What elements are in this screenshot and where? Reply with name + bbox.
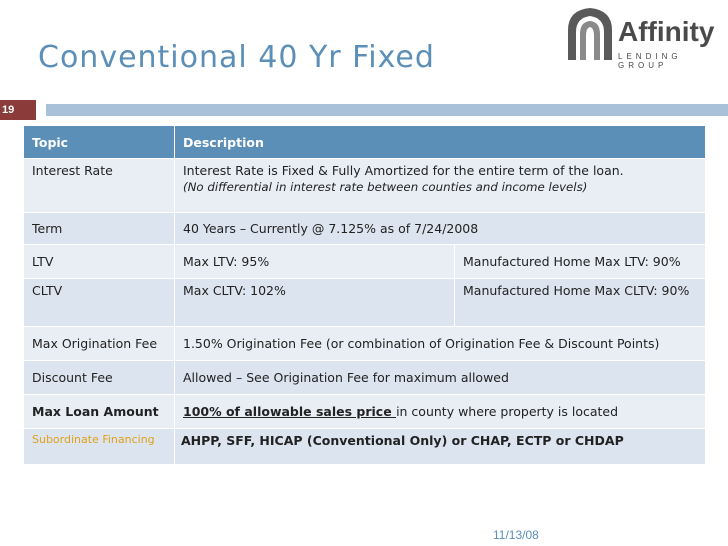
topic-cell: Interest Rate — [24, 159, 175, 213]
description-cell: 40 Years – Currently @ 7.125% as of 7/24/2008 — [175, 213, 706, 245]
table-row — [24, 361, 706, 395]
table-row — [24, 429, 706, 465]
description-note: (No differential in interest rate between counties and income levels) — [183, 180, 588, 194]
affinity-logo — [556, 0, 728, 76]
slide-title: Conventional 40 Yr Fixed — [38, 40, 435, 75]
extra-cell: Manufactured Home Max LTV: 90% — [455, 245, 706, 279]
topic-cell: Max Loan Amount — [24, 395, 175, 429]
table-row — [24, 245, 706, 279]
description-text: in county where property is located — [396, 404, 619, 419]
description-cell: Max LTV: 95% — [175, 245, 455, 279]
table-row — [24, 213, 706, 245]
header-description: Description — [175, 126, 706, 159]
affinity-arch-icon — [564, 4, 616, 64]
topic-cell: Discount Fee — [24, 361, 175, 395]
topic-cell: Subordinate Financing — [24, 429, 175, 465]
description-cell — [175, 395, 706, 429]
description-cell: AHPP, SFF, HICAP (Conventional Only) or CHAP, ECTP or CHDAP — [175, 429, 706, 465]
extra-cell: Manufactured Home Max CLTV: 90% — [455, 279, 706, 327]
topic-cell: LTV — [24, 245, 175, 279]
table-row — [24, 395, 706, 429]
sales-price-link[interactable]: 100% of allowable sales price — [183, 404, 397, 419]
title-rule — [0, 100, 728, 120]
slide-number: 19 — [0, 100, 36, 120]
slide-date: 11/13/08 — [493, 528, 539, 542]
topic-cell: Max Origination Fee — [24, 327, 175, 361]
description-cell: 1.50% Origination Fee (or combination of Origination Fee & Discount Points) — [175, 327, 706, 361]
rule-gap — [36, 100, 46, 120]
table-row — [24, 327, 706, 361]
logo-name: Affinity — [618, 16, 715, 47]
description-cell: Allowed – See Origination Fee for maximum allowed — [175, 361, 706, 395]
description-cell: Max CLTV: 102% — [175, 279, 455, 327]
table-header-row — [24, 126, 706, 159]
topic-cell: Term — [24, 213, 175, 245]
logo-tagline: LENDING GROUP — [618, 52, 682, 70]
table-row — [24, 159, 706, 213]
rule-bar — [46, 104, 728, 116]
table-row — [24, 279, 706, 327]
loan-terms-table — [23, 125, 706, 465]
header-topic: Topic — [24, 126, 175, 159]
description-cell — [175, 159, 706, 213]
topic-cell: CLTV — [24, 279, 175, 327]
description-text: Interest Rate is Fixed & Fully Amortized for the entire term of the loan. — [183, 163, 624, 178]
